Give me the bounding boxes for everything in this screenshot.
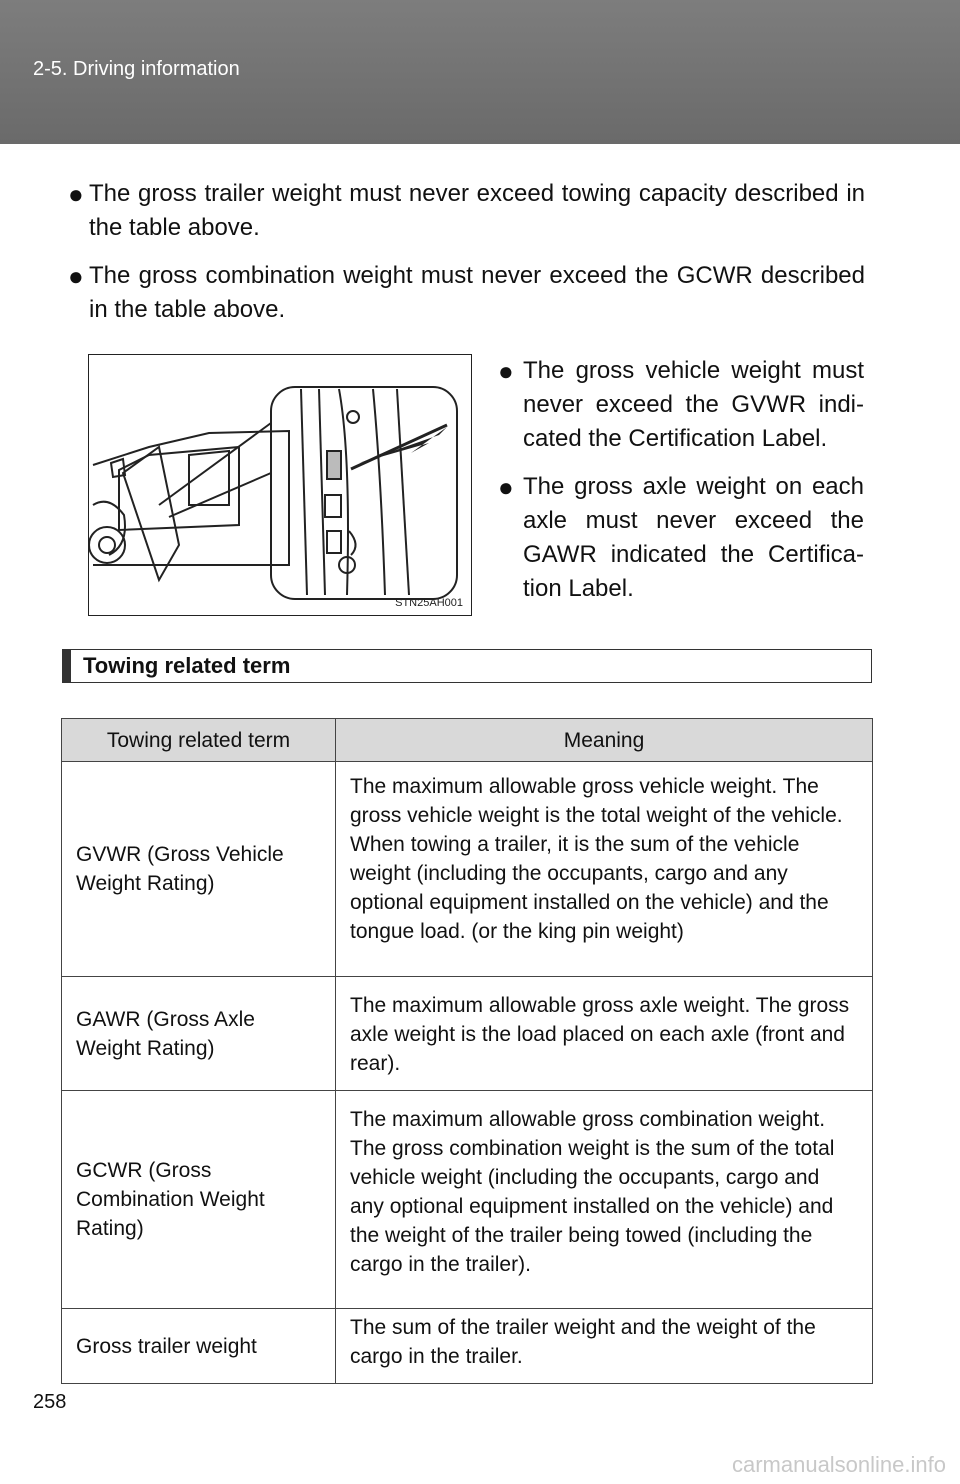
bullet-icon: ● [68, 261, 84, 291]
subheading-label: Towing related term [83, 653, 291, 678]
meaning-cell: The maximum allowable gross combination weight. The gross combination weight is the sum of the total vehicle weight (including the occupants, cargo and any optional equipment installed on the vehicle) and the weight of the trailer being towed (including the cargo in the trailer). [336, 1091, 873, 1309]
meaning-cell: The maximum allowable gross vehicle weight. The gross vehicle weight is the total weight of the vehicle. When towing a trailer, it is the sum of the vehicle weight (including the occupants, cargo and any optional equipment installed on the vehicle) and the tongue load. (or the king pin weight) [336, 762, 873, 977]
header-band [0, 0, 960, 144]
table-row [62, 1091, 873, 1309]
meaning-cell: The maximum allowable gross axle weight. The gross axle weight is the load placed on each axle (front and rear). [336, 977, 873, 1091]
term-cell: GAWR (Gross Axle Weight Rating) [62, 977, 336, 1091]
certification-label-figure [88, 354, 472, 616]
page-number: 258 [33, 1391, 67, 1413]
bullet-icon: ● [68, 179, 84, 209]
table-row [62, 977, 873, 1091]
bullet-item [498, 470, 864, 606]
section-title: 2-5. Driving information [33, 58, 240, 80]
bullet-item [68, 259, 865, 327]
meaning-cell: The sum of the trailer weight and the weight of the cargo in the trailer. [336, 1309, 873, 1384]
bullet-text: The gross vehicle weight must never exceed the GVWR indi-cated the Certification Label. [523, 357, 864, 452]
bullet-icon: ● [498, 472, 514, 502]
bullet-icon: ● [498, 356, 514, 386]
column-header-term: Towing related term [62, 719, 336, 762]
term-cell: GCWR (Gross Combination Weight Rating) [62, 1091, 336, 1309]
table-row [62, 1309, 873, 1384]
door-pillar-illustration [89, 355, 472, 616]
towing-terms-table [61, 718, 873, 1384]
subheading-bar [63, 650, 71, 682]
watermark: carmanualsonline.info [731, 1452, 946, 1477]
table-row [62, 762, 873, 977]
bullet-text: The gross trailer weight must never exceed towing capacity described in the table above. [89, 180, 865, 241]
bullet-item [68, 177, 865, 245]
figure-label: STN25AH001 [395, 597, 463, 609]
term-cell: Gross trailer weight [62, 1309, 336, 1384]
term-cell: GVWR (Gross Vehicle Weight Rating) [62, 762, 336, 977]
subheading-towing-related-term [62, 649, 872, 683]
table-header-row [62, 719, 873, 762]
bullet-text: The gross axle weight on each axle must never exceed the GAWR indicated the Certifica-tion Label. [523, 473, 864, 602]
column-header-meaning: Meaning [336, 719, 873, 762]
bullet-item [498, 354, 864, 456]
bullet-text: The gross combination weight must never exceed the GCWR described in the table above. [89, 262, 865, 323]
